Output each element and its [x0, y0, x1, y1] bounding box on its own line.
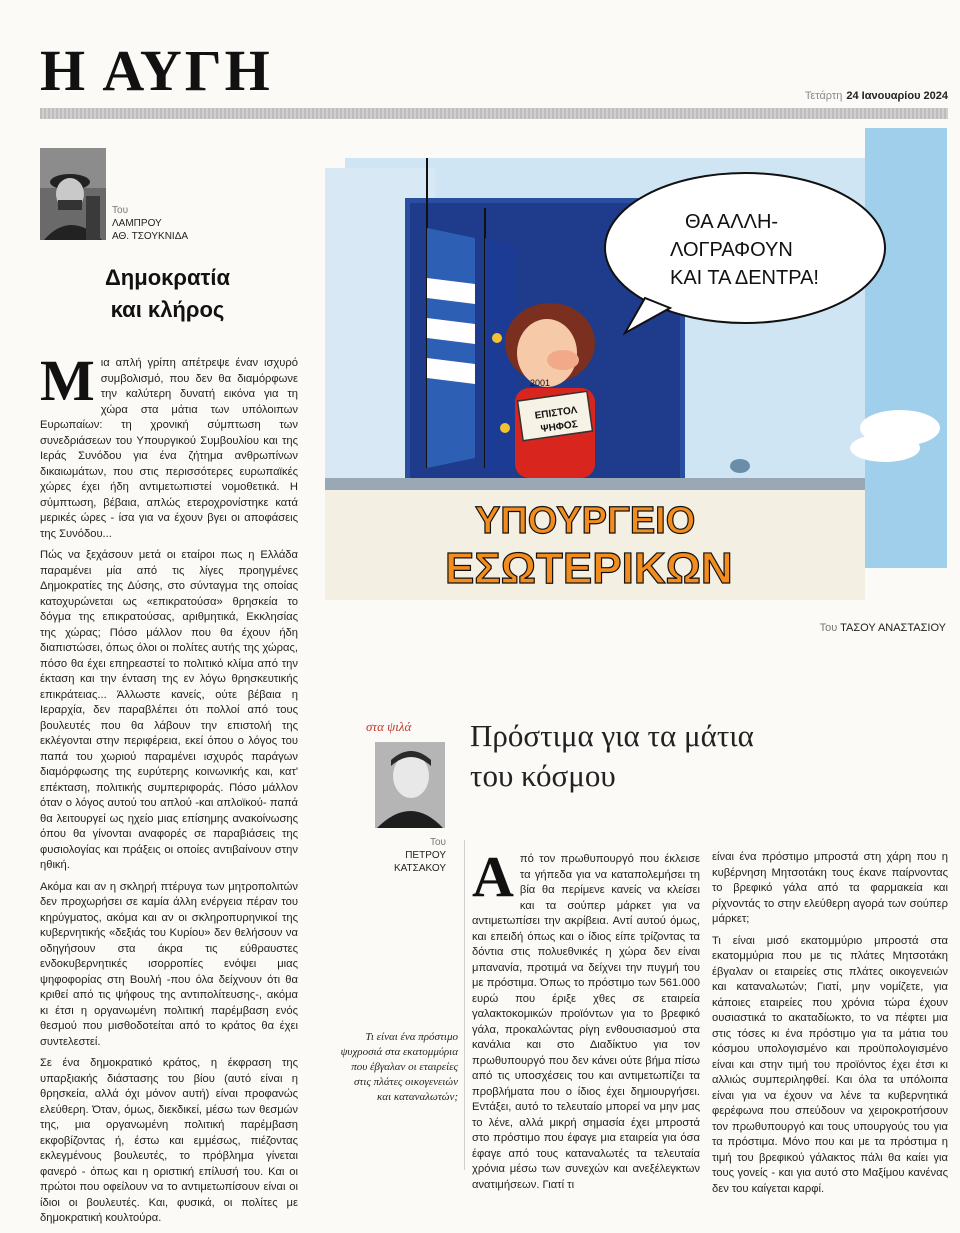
credit-name: ΤΑΣΟΥ ΑΝΑΣΤΑΣΙΟΥ	[840, 622, 946, 634]
masthead-logo: Η ΑΥΓΗ	[40, 38, 273, 103]
speech-line-2: ΛΟΓΡΑΦΟΥΝ	[670, 239, 793, 261]
headline-line-1: Δημοκρατία	[104, 265, 230, 290]
right-article-col-1	[472, 844, 700, 1199]
pullquote: Τι είναι ένα πρόστιμο ψυχροσιά στα εκατομμύρια που έβγαλαν οι εταιρείες στις πλάτες οικογενειών και καταναλωτών;	[340, 1031, 458, 1103]
paragraph: Ακόμα και αν η σκληρή πτέρυγα των μητροπολιτών δεν προχωρήσει σε καμία άλλη ενέργεια πέραν του κηρύγματος, ακόμα και αν οι σκληροπυρηνικοί της κυβερνητικής «δεξιάς του Κυρίου» δεν θελήσουν να οδηγήσουν στα άκρα τις εύθραυστες ενδοκυβερνητικές ισορροπίες ενόψει μιας ψηφοφορίας στη Βουλή -που όλα δείχνουν ότι θα κριθεί από τις ψήφους της αντιπολίτευσης-, ακόμα κι έτσι η οργανωμένη πολιτική παρέμβαση ενός θεσμού που μισθοδοτείται από το κράτος θα έχει συντελεστεί.	[40, 880, 298, 1048]
editorial-cartoon	[325, 128, 947, 618]
byline-name-1: ΛΑΜΠΡΟΥ	[112, 218, 162, 229]
sign-line-2: ΕΣΩΤΕΡΙΚΩΝ	[445, 544, 733, 593]
column-divider	[464, 840, 465, 1170]
byline-right	[380, 836, 446, 875]
date-day: Τετάρτη	[804, 90, 843, 102]
left-article-body	[40, 348, 298, 1233]
paragraph: είναι ένα πρόστιμο μπροστά στη χάρη που η κυβέρνηση Μητσοτάκη τους έκανε παίρνοντας το βρεφικό γάλα από τα φαρμακεία και ρίχνοντάς το στην ελεύθερη αγορά των σούπερ μάρκετ;	[712, 851, 948, 925]
headline-line-1: Πρόστιμα για τα μάτια	[470, 718, 754, 753]
envelope-text-1: ΕΠΙΣΤΟΛ	[534, 404, 578, 422]
paragraph: Σε ένα δημοκρατικό κράτος, η έκφραση της υπαρξιακής διάστασης του βίου (αυτό είναι η θρησκεία, αλλά όχι μόνον αυτή) είναι προφανώς ελεύθερη. Όταν, όμως, διεκδικεί, μέσω των θεσμών της, μια οργανωμένη πολιτική παρέμβαση εκφοβίζοντας ή, έστω και εμμέσως, πιέζοντας εκλεγμένους βουλευτές, το πρόβλημα γίνεται φανερό - όπως και η οριστική επίλυσή του. Και οι πρώτοι που οφείλουν να το αντιμετωπίσουν είναι οι ίδιοι οι βουλευτές. Και, φυσικά, οι πολίτες με δημοκρατική κουλτούρα.	[40, 1057, 298, 1224]
byline-name-1: ΠΕΤΡΟΥ	[405, 850, 446, 861]
paragraph: Τι είναι μισό εκατομμύριο μπροστά στα εκατομμύρια που με τις πλάτες Μητσοτάκη έβγαλαν οι εταιρείες στις πλάτες οικογενειών και καταναλωτών; Γιατί, μην νομίζετε, για κάποιες εταιρείες που χρόνια τώρα έχουν ουσιαστικά το ακαταδίωκτο, το να πέφτει μια στις τόσες κι ένα πρόστιμο για τα μάτια του κόσμου υπολογισμένο και προϋπολογισμένο είναι και στην τιμή του προϊόντος έχει έτσι κι αλλιώς συμπεριληφθεί. Και όλα τα υπόλοιπα είναι για να έχουν να λένε τα κυβερνητικά φερέφωνα που σπεύδουν να χειροκροτήσουν τον πρωθυπουργό και τους υπουργούς του για τα πρόστιμα. Μόνο που και με τα πρόστιμα η τιμή του βρεφικού γάλακτος πάλι θα καίει για τους γονείς - και για αυτό στο Μαξίμου κανένας δεν του καίγεται καρφί.	[712, 934, 948, 1195]
headline-line-2: του κόσμου	[470, 758, 616, 793]
byline-prefix: Του	[112, 205, 129, 216]
right-article-col-2	[712, 850, 948, 1203]
paragraph: Πώς να ξεχάσουν μετά οι εταίροι πως η Ελλάδα παραμένει μία από τις λίγες προηγμένες Δημοκρατίες της Δύσης, στο σύνταγμα της οποίας κατοχυρώνεται ως «επικρατούσα» θρησκεία το δόγμα της επικρατούσας, αριθμητικά, Εκκλησίας της χώρας; Πόσο μάλλον που θα έχουν ήδη διαπιστώσει, όπως όλοι οι πολίτες αυτής της χώρας, πόσο θα έχει επηρεαστεί το πολιτικό κλίμα από την έκταση και την ένταση της εν λόγω θρησκευτικής επικράτειας... Άλλωστε κανείς, ούτε βέβαια η Ιεραρχία, δεν παραβλέπει ότι πολλοί από τους βουλευτές που θα λάβουν την επιστολή της εκλέγονται στην περιφέρεια, εκεί όπου ο λόγος του παπά του χωριού παραμένει ισχυρός παράγων διαμόρφωσης της ευρύτερης κοινωνικής και, κατ' επέκταση, πολιτικής συμπεριφοράς. Πόσο μάλλον όταν ο λόγος αυτού του απλού -και απλοϊκού- παπά θα λειτουργεί ως ηχείο μιας επίσημης ανακοίνωσης όπου θα γίνονται αναφορές σε παραβιάσεις της φυσιολογίας και πράξεις οι οποίες αντιβαίνουν στην ηθική.	[40, 549, 298, 871]
author-photo-katsakos	[375, 742, 445, 828]
headline-line-2: και κλήρος	[110, 297, 225, 322]
dropcap: Μ	[40, 348, 95, 413]
cartoon-drawing	[325, 128, 947, 618]
cartoon-badge: 2001	[530, 378, 551, 388]
credit-prefix: Του	[819, 622, 838, 634]
speech-line-3: ΚΑΙ ΤΑ ΔΕΝΤΡΑ!	[670, 267, 819, 289]
dateline	[805, 90, 948, 102]
author-photo-tsouknidas	[40, 148, 106, 240]
headline-right	[470, 716, 850, 796]
cartoon-credit	[820, 622, 946, 634]
speech-line-1: ΘΑ ΑΛΛΗ-	[685, 211, 779, 233]
byline-left	[112, 204, 188, 243]
envelope-text-2: ΨΗΦΟΣ	[539, 418, 579, 436]
sign-line-1: ΥΠΟΥΡΓΕΙΟ	[475, 500, 696, 542]
headline-left	[40, 262, 295, 326]
paragraph: Από τον πρωθυπουργό που έκλεισε τα γήπεδα για να καταπολεμήσει τη βία θα περίμενε κανείς να κλείσει και τα σούπερ μάρκετ για να αντιμετωπίσει την ακρίβεια. Αντί αυτού όμως, και επειδή όπως και ο ίδιος είπε τρίζοντας τα δόντια στις πολυεθνικές η χώρα δεν είναι μπανανία, προτιμά να δείχνει την πυγμή του με πρόστιμα. Όπως το πρόστιμο των 561.000 ευρώ που έριξε χθες σε εταιρεία γαλακτοκομικών προϊόντων για το βρεφικό γάλα, προκαλώντας ρίγη ενθουσιασμού στα κανάλια και στο Διαδίκτυο για τον πρωθυπουργό που δεν κάνει ούτε βήμα πίσω από τις υποσχέσεις του και αντιμετωπίζει τα προβλήματα που ο ίδιος έχει δημιουργήσει. Εντάξει, αυτό το τελευταίο μπορεί να μην μας το λένε, αλλά μικρή σημασία έχει μπροστά στο πρόστιμο που έφαγε μια εταιρεία για όσα έφαγε από τους καταναλωτές τα τελευταία χρόνια μέσω των συνεχών και ανεξέλεγκτων ανατιμήσεων. Γιατί τι	[472, 844, 700, 1191]
dropcap: Α	[472, 844, 514, 909]
date-text: 24 Ιανουαρίου 2024	[846, 90, 948, 102]
byline-name-2: ΑΘ. ΤΣΟΥΚΝΙΔΑ	[112, 231, 189, 242]
byline-prefix: Του	[429, 837, 446, 848]
paragraph: Μια απλή γρίπη απέτρεψε έναν ισχυρό συμβολισμό, που δεν θα διαμόρφωνε την καλύτερη δυνατή εικόνα για τη χώρα στα μάτια των υπόλοιπων Ευρωπαίων: τη χρονική σύμπτωση των συνεδριάσεων του Υπουργικού Συμβουλίου και της Ιεράς Συνόδου για ένα ζήτημα ανθρωπίνων δικαιωμάτων, που στις περισσότερες ευρωπαϊκές χώρες έχει ήδη αντιμετωπιστεί νομοθετικά. Η σύμπτωση, βέβαια, απλώς ετεροχρονίστηκε κατά μερικές ώρες - ίσα για να έχουν βγει οι αποφάσεις της Συνόδου...	[40, 348, 298, 540]
byline-name-2: ΚΑΤΣΑΚΟΥ	[393, 863, 446, 874]
header-rule	[40, 108, 948, 119]
section-label: στα ψιλά	[366, 719, 412, 734]
